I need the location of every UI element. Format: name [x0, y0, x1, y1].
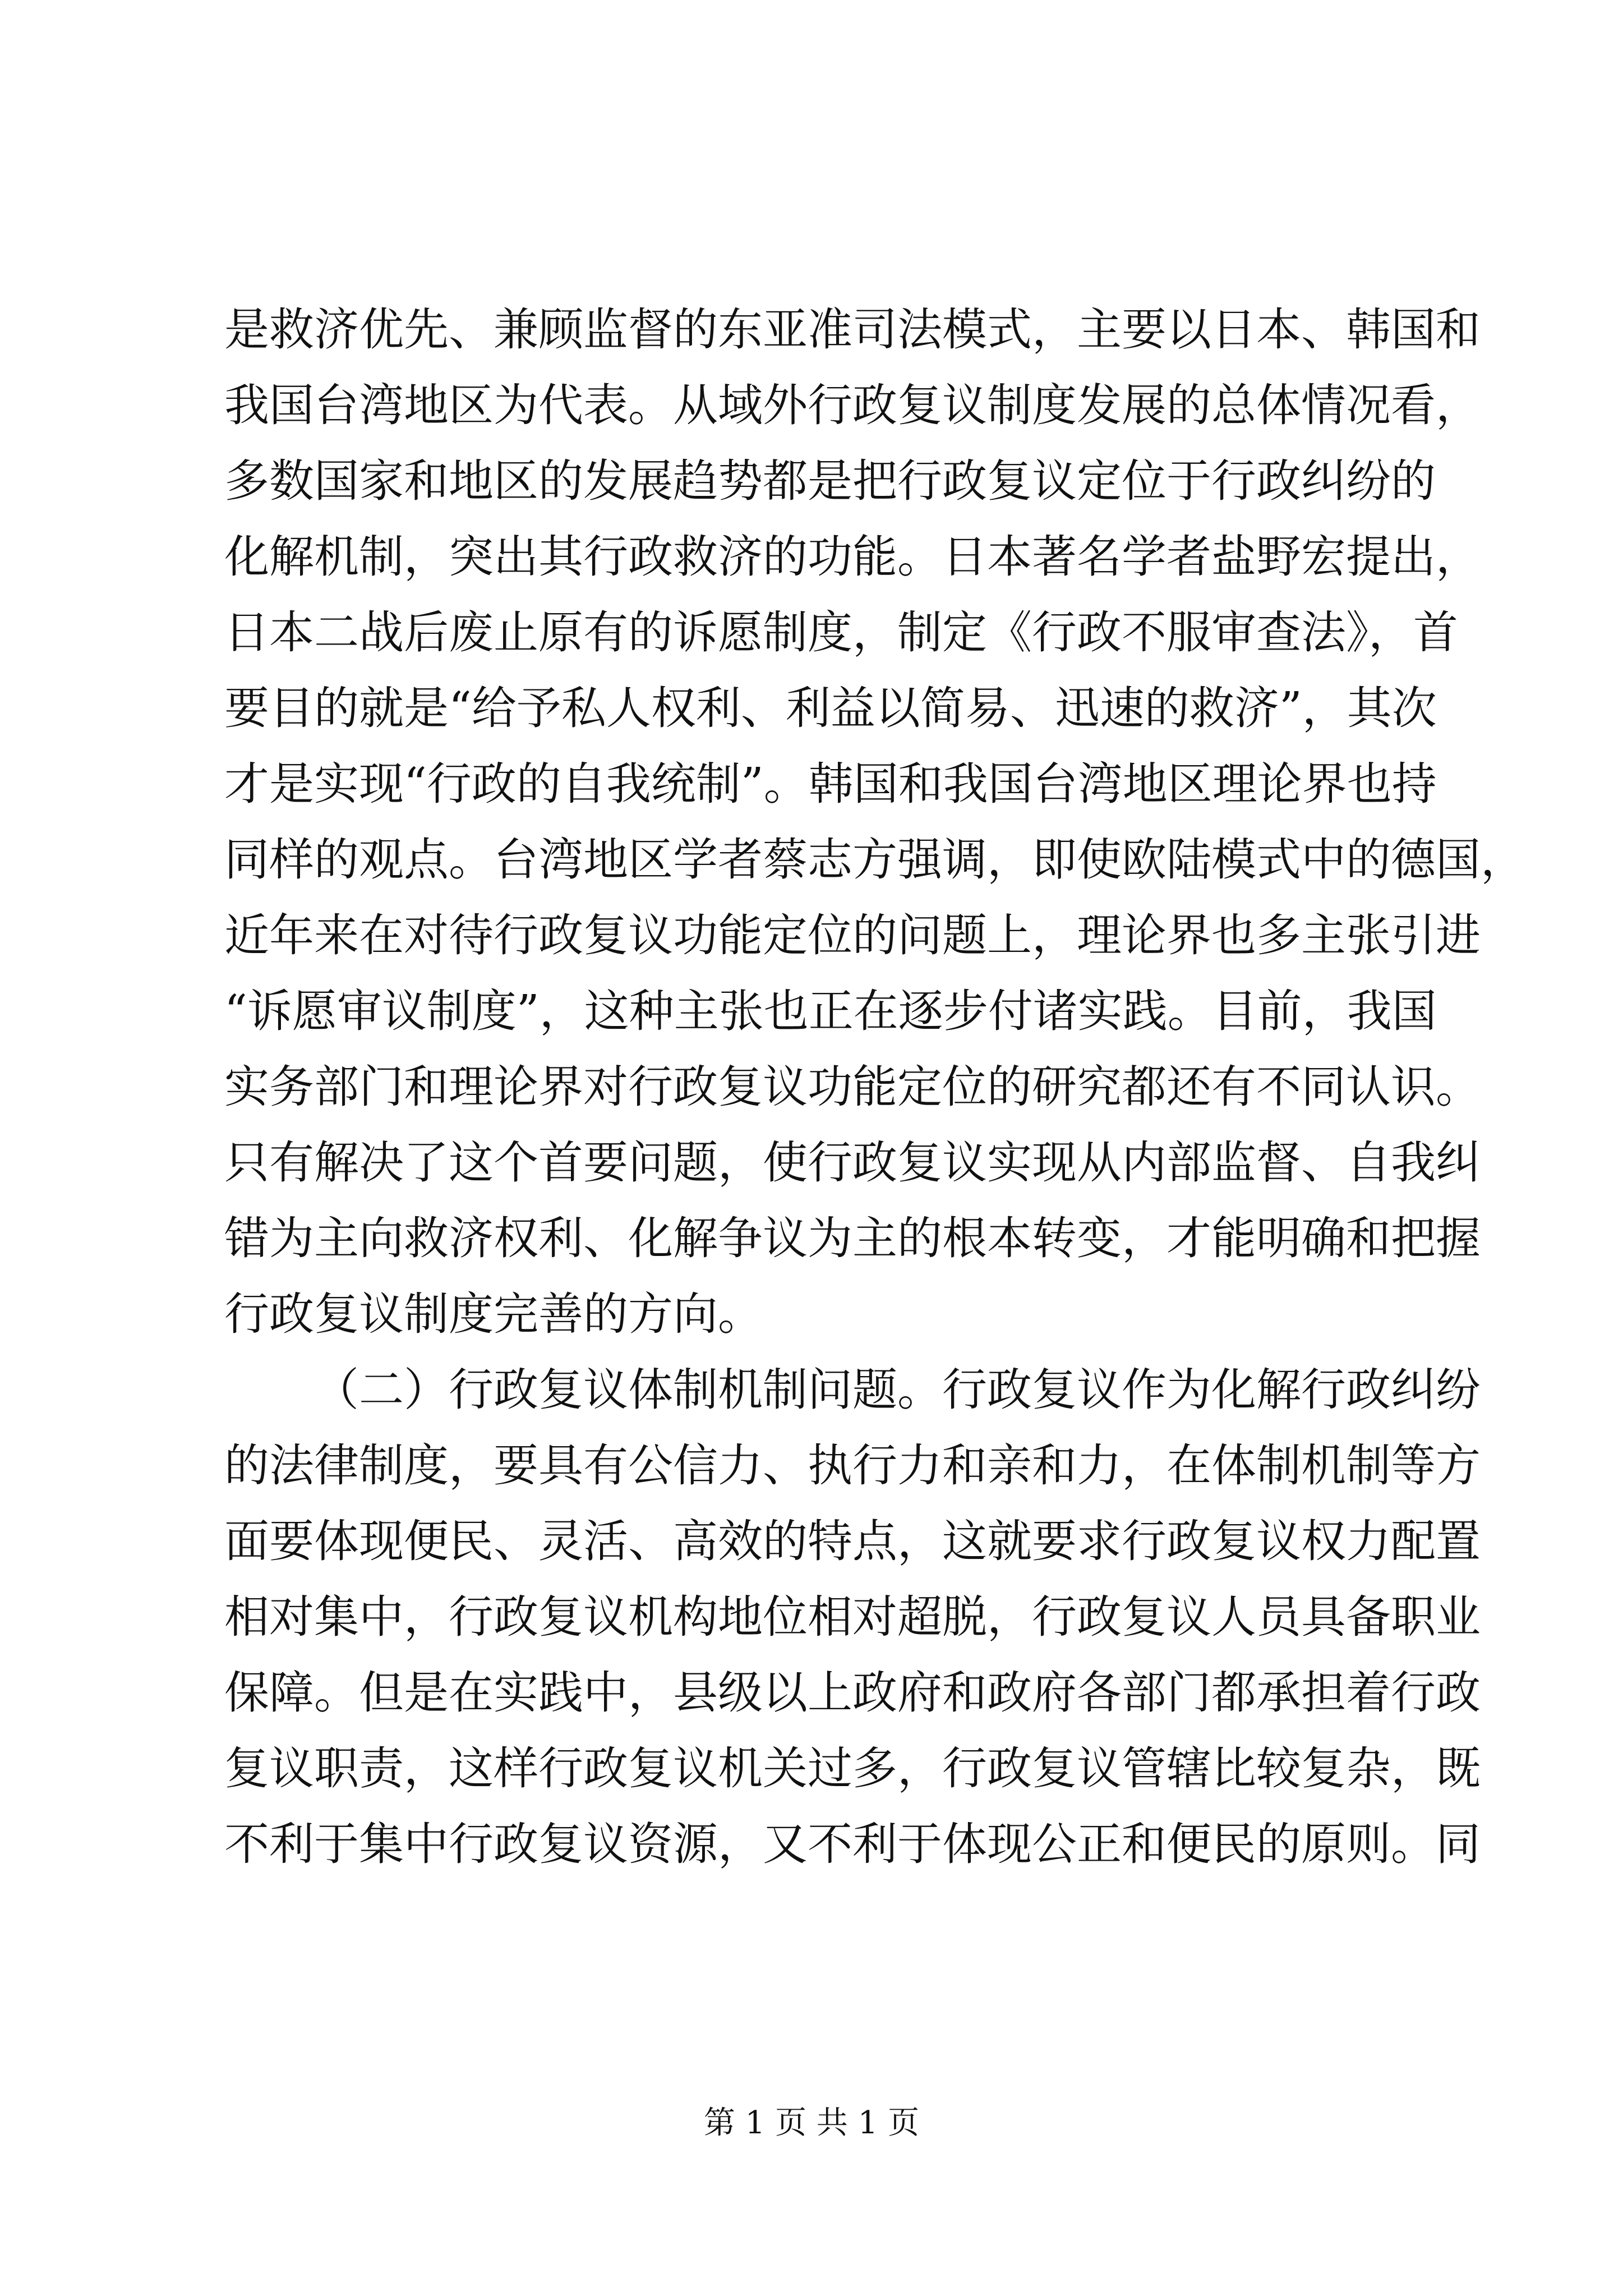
text-line: （二）行政复议体制机制问题。行政复议作为化解行政纠纷 [314, 1364, 1481, 1416]
text-line: 我国台湾地区为代表。从域外行政复议制度发展的总体情况看， [224, 379, 1481, 431]
text-line: 的法律制度，要具有公信力、执行力和亲和力，在体制机制等方 [224, 1439, 1481, 1492]
text-line: 错为主向救济权利、化解争议为主的根本转变，才能明确和把握 [224, 1212, 1481, 1264]
text-line: 要目的就是“给予私人权利、利益以简易、迅速的救济”，其次 [224, 682, 1437, 734]
text-line: 是救济优先、兼顾监督的东亚准司法模式，主要以日本、韩国和 [224, 303, 1481, 356]
text-line: 化解机制，突出其行政救济的功能。日本著名学者盐野宏提出， [224, 531, 1481, 583]
text-line: “诉愿审议制度”，这种主张也正在逐步付诸实践。目前，我国 [224, 985, 1437, 1037]
text-line: 只有解决了这个首要问题，使行政复议实现从内部监督、自我纠 [224, 1137, 1481, 1189]
text-line: 复议职责，这样行政复议机关过多，行政复议管辖比较复杂，既 [224, 1742, 1481, 1795]
text-line: 近年来在对待行政复议功能定位的问题上，理论界也多主张引进 [224, 909, 1481, 961]
page-number-footer: 第 1 页 共 1 页 [703, 2105, 920, 2141]
text-line: 多数国家和地区的发展趋势都是把行政复议定位于行政纠纷的 [224, 455, 1436, 507]
text-line: 不利于集中行政复议资源，又不利于体现公正和便民的原则。同 [224, 1818, 1481, 1870]
paragraph [224, 292, 1525, 1352]
text-line: 行政复议制度完善的方向。 [224, 1288, 763, 1340]
text-line: 实务部门和理论界对行政复议功能定位的研究都还有不同认识。 [224, 1061, 1481, 1113]
text-line: 相对集中，行政复议机构地位相对超脱，行政复议人员具备职业 [224, 1591, 1481, 1643]
text-line: 才是实现“行政的自我统制”。韩国和我国台湾地区理论界也持 [224, 758, 1437, 810]
text-line: 同样的观点。台湾地区学者蔡志方强调，即使欧陆模式中的德国， [224, 834, 1525, 886]
text-line: 面要体现便民、灵活、高效的特点，这就要求行政复议权力配置 [224, 1515, 1481, 1567]
text-line: 日本二战后废止原有的诉愿制度，制定《行政不服审查法》，首 [224, 606, 1458, 659]
paragraph [224, 1352, 1481, 1882]
body-text [224, 292, 1525, 1882]
text-line: 保障。但是在实践中，县级以上政府和政府各部门都承担着行政 [224, 1667, 1481, 1719]
